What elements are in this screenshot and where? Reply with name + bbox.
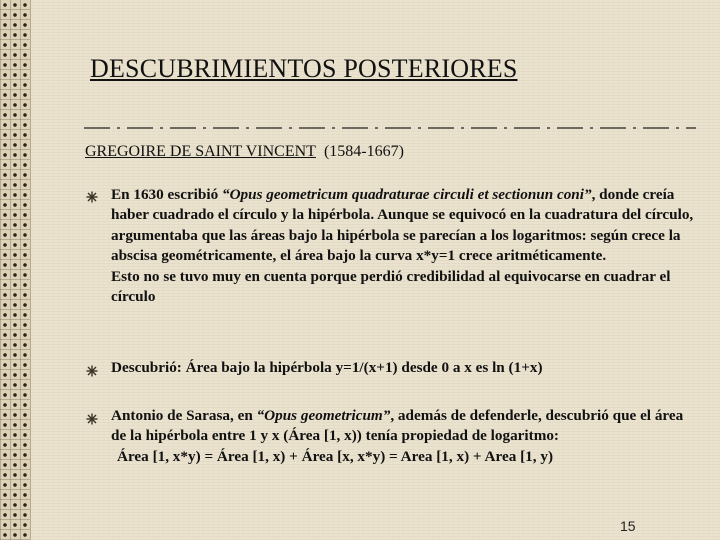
- bullet-text: [111, 185, 701, 307]
- bullet-text: [111, 406, 701, 467]
- slide-title: DESCUBRIMIENTOS POSTERIORES: [90, 54, 518, 83]
- bullet-note: Esto no se tuvo muy en cuenta porque perdió credibilidad al equivocarse en cuadrar el círculo: [111, 267, 671, 306]
- page-number: 15: [620, 518, 636, 534]
- formula-line: Área [1, x*y) = Área [1, x) + Área [x, x*y) = Area [1, x) + Area [1, y): [117, 447, 554, 465]
- subtitle-years: (1584-1667): [323, 143, 404, 160]
- bullet-rest-text: , además de defenderle, descubrió que el área de la hipérbola entre 1 y x (Área [1, x)) tenía propiedad de logaritmo:: [111, 407, 684, 445]
- bullet-lead-text: En 1630 escribió: [111, 186, 222, 203]
- asterisk-bullet-icon: [86, 191, 98, 203]
- subtitle-name: GREGOIRE DE SAINT VINCENT: [85, 143, 316, 160]
- bullet-paragraph: [111, 185, 701, 267]
- dash-dot-divider: [84, 122, 696, 134]
- bullet-lead-text: Antonio de Sarasa, en: [111, 407, 257, 424]
- work-title: “Opus geometricum”: [256, 407, 391, 424]
- bullet-rest-text: , donde creía haber cuadrado el círculo y la hipérbola. Aunque se equivocó en la cuadratura del círculo, argumentaba que las áreas bajo la hipérbola se parecían a los logaritmos: según crece la abscisa geométricamente, el área bajo la curva x*y=1 crece aritméticamente.: [111, 186, 694, 265]
- work-title: “Opus geometricum quadraturae circuli et sectionun coni”: [221, 186, 592, 203]
- bullet-paragraph: Descubrió: Área bajo la hipérbola y=1/(x+1) desde 0 a x es ln (1+x): [111, 359, 543, 376]
- subtitle: [85, 143, 404, 161]
- asterisk-bullet-icon: [86, 365, 98, 377]
- bullet-text: [111, 358, 701, 378]
- asterisk-bullet-icon: [86, 413, 98, 425]
- decorative-left-border: [0, 0, 31, 540]
- bullet-paragraph: [111, 406, 701, 447]
